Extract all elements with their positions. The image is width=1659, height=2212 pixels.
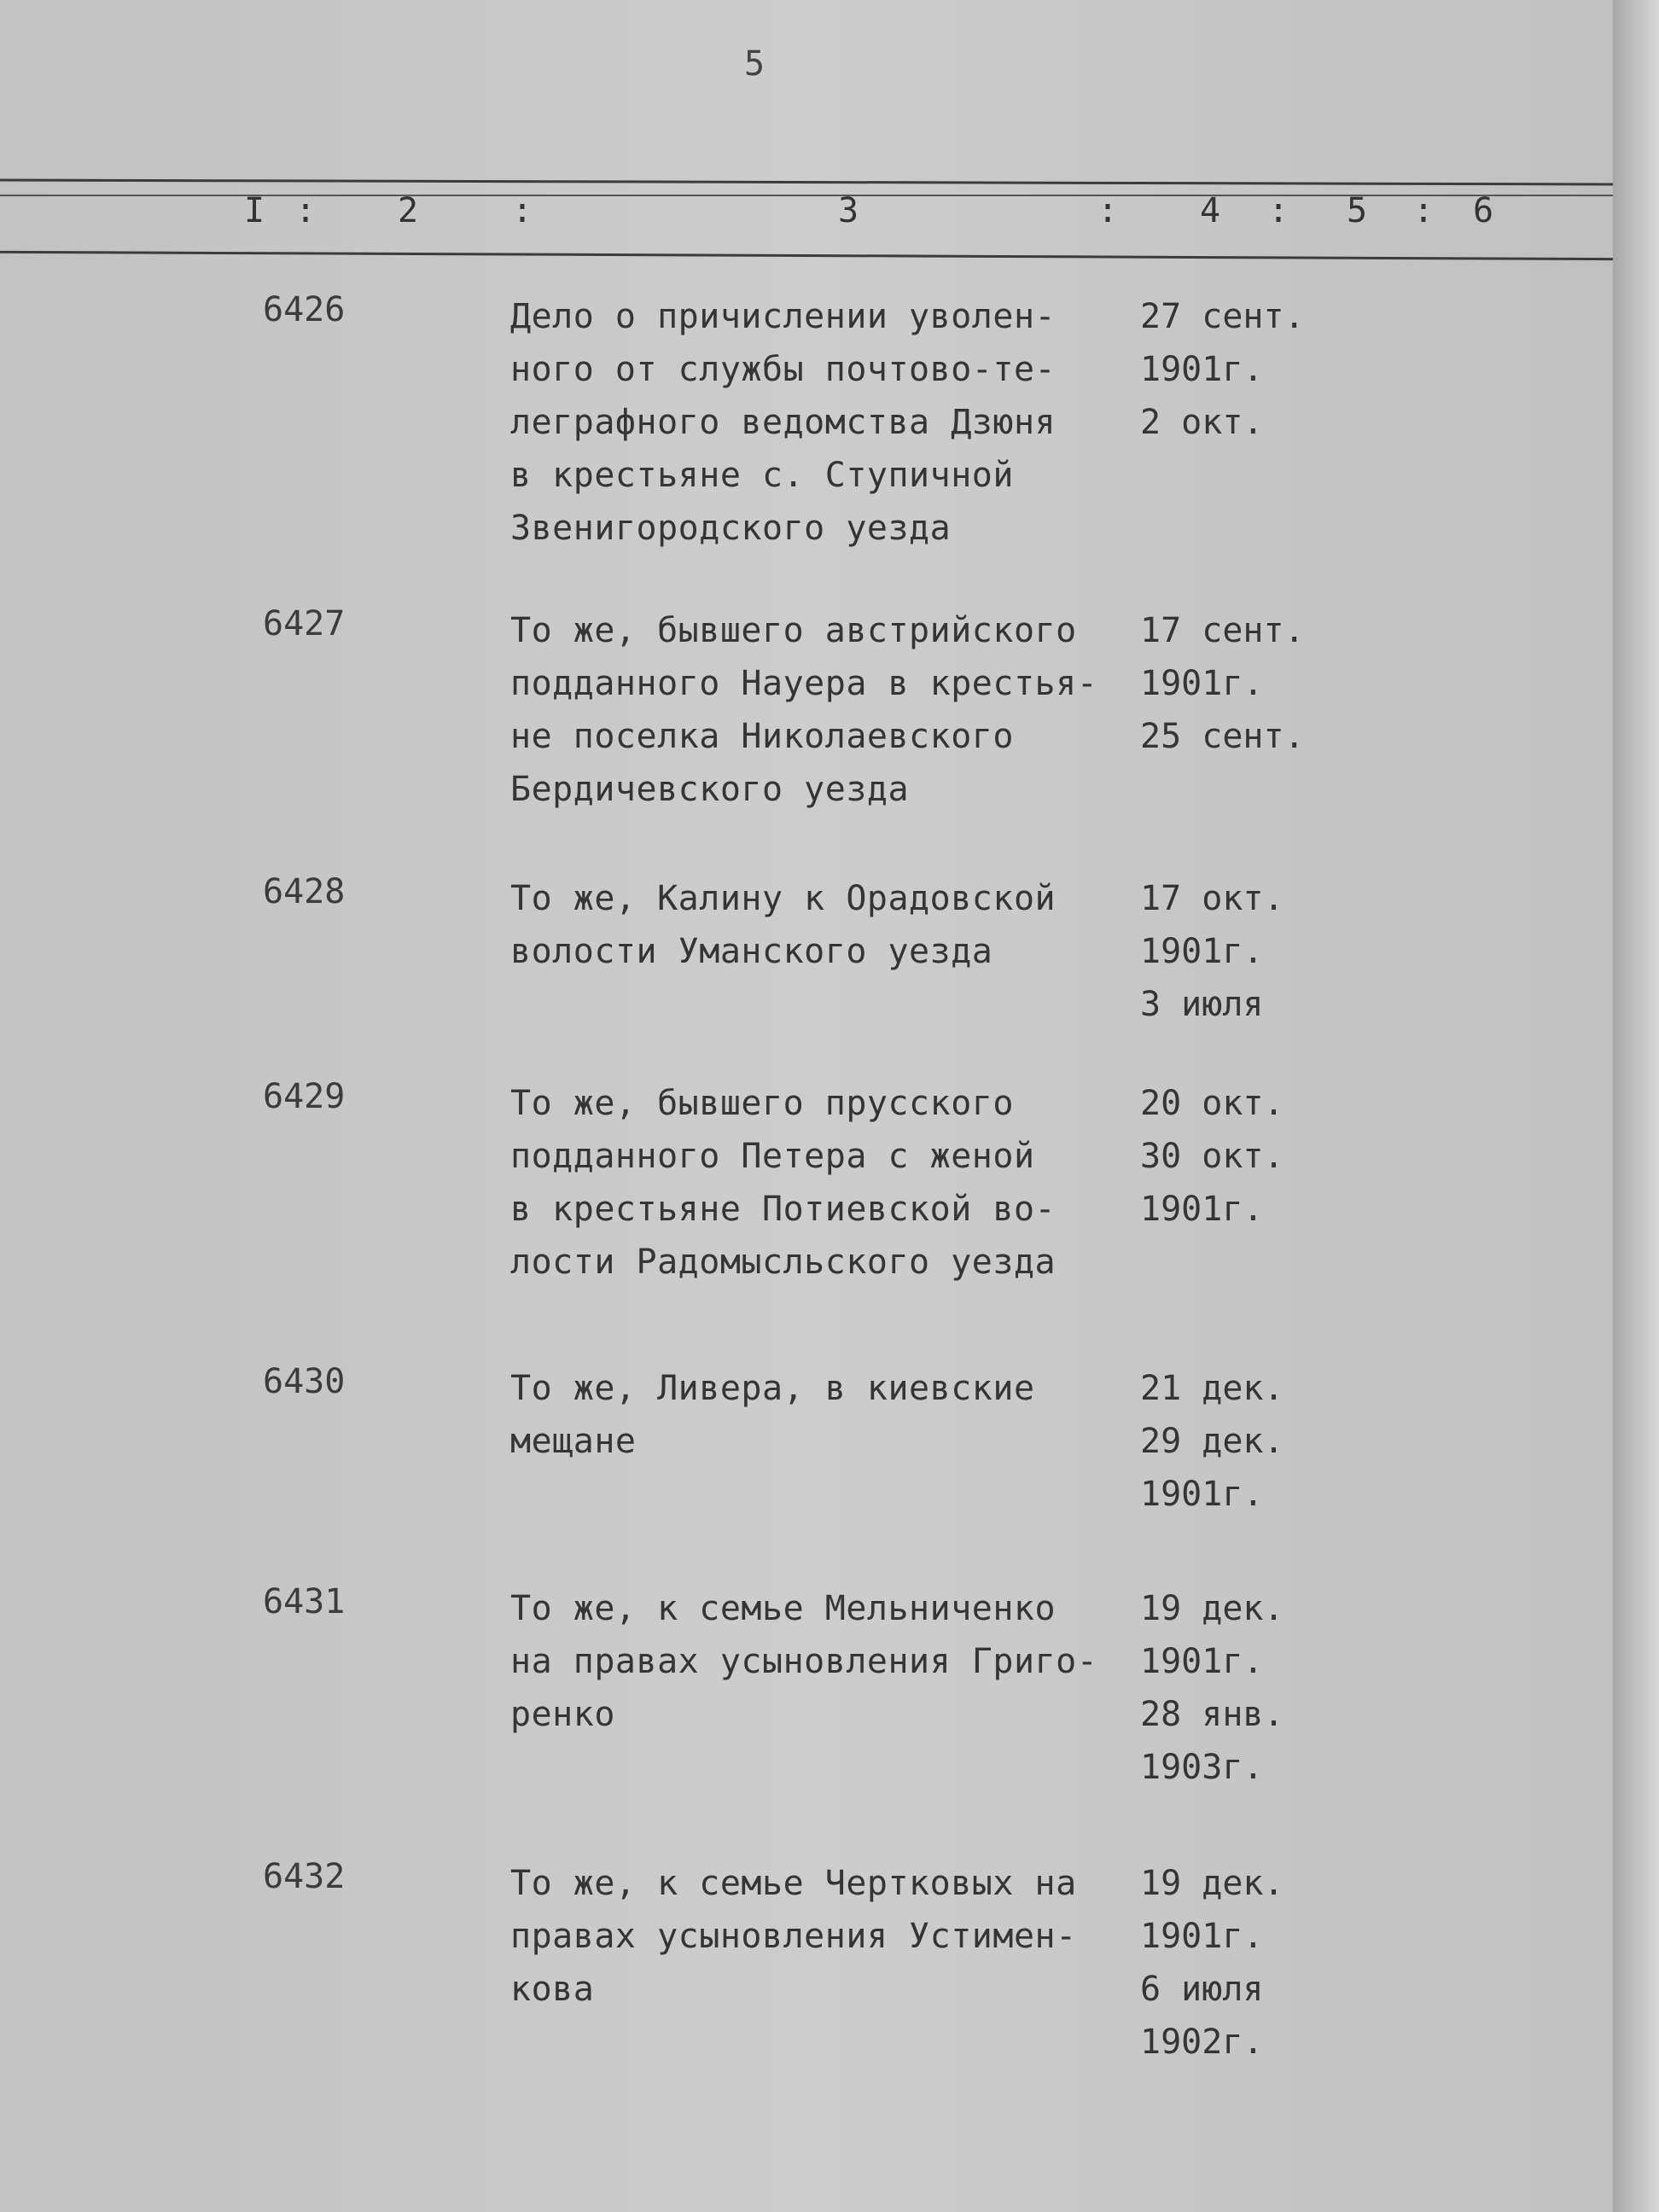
date-line: 27 сент. [1140,297,1305,336]
date-line: 1901г. [1140,1190,1264,1229]
date-line: 19 дек. [1140,1864,1284,1903]
entry-dates [1140,1077,1362,1236]
entry-dates [1140,290,1362,449]
column-header-6: 6 [1473,191,1494,230]
column-separator: : [1097,191,1119,230]
entry-dates [1140,872,1362,1031]
date-line: 17 окт. [1140,879,1284,918]
column-header-2: 2 [398,191,419,230]
date-line: 2 окт. [1140,403,1264,442]
date-line: 28 янв. [1140,1695,1284,1734]
entry-description [510,1857,1142,2016]
entry-description [510,872,1142,978]
description-line: не поселка Николаевского [510,717,1014,756]
column-header-1: I [244,191,265,230]
column-separator: : [295,191,317,230]
description-line: мещане [510,1422,637,1461]
date-line: 3 июля [1140,985,1264,1024]
page-number: 5 [744,44,765,84]
column-separator: : [512,191,533,230]
description-line: Звенигородского уезда [510,509,952,548]
date-line: 1901г. [1140,1917,1264,1956]
description-line: То же, к семье Чертковых на [510,1864,1077,1903]
entry-dates [1140,604,1362,763]
description-line: подданного Петера с женой [510,1137,1035,1176]
entry-number: 6428 [263,872,346,911]
description-line: ного от службы почтово-те- [510,350,1057,389]
entry-number: 6427 [263,604,346,643]
description-line: в крестьяне с. Ступичной [510,456,1014,495]
date-line: 29 дек. [1140,1422,1284,1461]
date-line: 1901г. [1140,1475,1264,1514]
entry-description [510,604,1142,816]
description-line: То же, бывшего австрийского [510,611,1077,650]
entry-dates [1140,1362,1362,1521]
description-line: Бердичевского уезда [510,770,910,809]
date-line: 1901г. [1140,1642,1264,1681]
description-line: То же, Ливера, в киевские [510,1369,1035,1408]
header-top-rule-2 [0,195,1613,196]
description-line: То же, Калину к Орадовской [510,879,1057,918]
date-line: 6 июля [1140,1970,1264,2009]
date-line: 30 окт. [1140,1137,1284,1176]
date-line: 21 дек. [1140,1369,1284,1408]
description-line: правах усыновления Устимен- [510,1917,1077,1956]
description-line: ренко [510,1695,615,1734]
description-line: леграфного ведомства Дзюня [510,403,1057,442]
description-line: То же, бывшего прусского [510,1084,1014,1123]
column-separator: : [1413,191,1435,230]
entry-number: 6431 [263,1582,346,1621]
entry-description [510,1582,1142,1741]
entry-description [510,1077,1142,1289]
description-line: Дело о причислении уволен- [510,297,1057,336]
date-line: 1901г. [1140,932,1264,971]
description-line: в крестьяне Потиевской во- [510,1190,1057,1229]
entry-dates [1140,1582,1362,1794]
date-line: 20 окт. [1140,1084,1284,1123]
entry-description [510,1362,1142,1468]
column-header-4: 4 [1200,191,1221,230]
date-line: 1901г. [1140,350,1264,389]
date-line: 1902г. [1140,2023,1264,2062]
date-line: 19 дек. [1140,1589,1284,1628]
column-header-5: 5 [1347,191,1368,230]
description-line: лости Радомысльского уезда [510,1243,1057,1282]
date-line: 1901г. [1140,664,1264,703]
column-separator: : [1268,191,1289,230]
entry-number: 6430 [263,1362,346,1401]
column-header-3: 3 [838,191,859,230]
date-line: 1903г. [1140,1748,1264,1787]
description-line: кова [510,1970,595,2009]
entry-dates [1140,1857,1362,2069]
entry-number: 6432 [263,1857,346,1896]
entry-number: 6426 [263,290,346,329]
date-line: 25 сент. [1140,717,1305,756]
entry-number: 6429 [263,1077,346,1116]
entry-description [510,290,1142,555]
date-line: 17 сент. [1140,611,1305,650]
page-edge [1613,0,1659,2212]
description-line: подданного Науера в крестья- [510,664,1098,703]
description-line: на правах усыновления Григо- [510,1642,1098,1681]
description-line: То же, к семье Мельниченко [510,1589,1057,1628]
description-line: волости Уманского уезда [510,932,993,971]
